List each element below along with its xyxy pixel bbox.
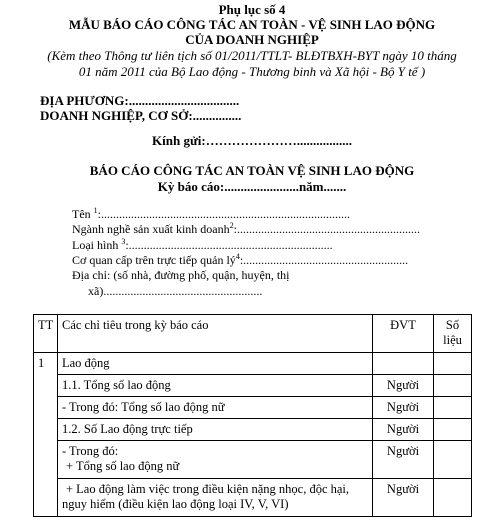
header-unit: ĐVT [373,315,434,353]
name-field [72,207,350,221]
name-label: Tên [72,207,91,221]
row-unit: Người [373,397,434,419]
row-indicator: 1.1. Tổng số lao động [58,375,373,397]
footnote-2: 2 [229,221,234,230]
agency-label: Cơ quan cấp trên trực tiếp quản lý [72,253,236,267]
address-line2: xã)..................................................... [88,284,263,298]
table-header-row [34,315,472,353]
type-field [72,238,333,252]
industry-dots: :............................................................. [233,222,420,236]
locality-field: ĐỊA PHƯƠNG:.................................. [40,93,240,108]
attachment-note-line2: 01 năm 2011 của Bộ Lao động - Thương binh và Xã hội - Bộ Y tế ) [78,64,426,79]
row-indicator [58,479,373,517]
address-line1: Địa chỉ: (số nhà, đường phố, quận, huyện, thị [72,268,290,282]
table-row [34,353,472,375]
agency-dots: :....................................................... [239,253,409,267]
form-title-line2: CỦA DOANH NGHIỆP [185,32,319,47]
table-row [34,375,472,397]
row-figure[interactable] [434,353,472,375]
row-indicator: Lao động [58,353,373,375]
agency-field [72,253,408,267]
type-dots: :.................................................................... [125,238,333,252]
header-tt: TT [34,315,58,353]
footnote-3: 3 [121,237,126,246]
report-title: BÁO CÁO CÔNG TÁC AN TOÀN VỆ SINH LAO ĐỘNG [89,163,415,178]
header-figure-line2: liệu [443,333,462,347]
footnote-1: 1 [93,206,98,215]
table-row [34,419,472,441]
type-label: Loại hình [72,238,119,252]
appendix-number: Phụ lục số 4 [218,2,286,17]
name-dots: :................................................................................... [97,207,350,221]
header-figure-line1: Số [445,318,460,332]
row-figure[interactable] [434,479,472,517]
row-indicator-line1: + Lao động làm việc trong điều kiện nặng nhọc, độc hại, [66,482,350,496]
row-figure[interactable] [434,375,472,397]
row-tt: 1 [34,353,58,517]
row-indicator-line2: nguy hiểm (điều kiện lao động loại IV, V, VI) [62,497,289,511]
row-unit: Người [373,419,434,441]
table-row [34,479,472,517]
row-indicator: 1.2. Số Lao động trực tiếp [58,419,373,441]
row-figure[interactable] [434,397,472,419]
row-indicator-line1: - Trong đó: [62,444,119,458]
report-period: Kỳ báo cáo:.......................năm....... [157,179,347,194]
addressee: Kính gửi:…………………................. [152,133,352,148]
industry-field [72,222,420,236]
table-row [34,441,472,479]
row-unit: Người [373,375,434,397]
table-row [34,397,472,419]
footnote-4: 4 [235,252,240,261]
industry-label: Ngành nghề sản xuất kinh doanh [72,222,230,236]
row-indicator: - Trong đó: Tổng số lao động nữ [58,397,373,419]
row-unit: Người [373,441,434,479]
header-indicator: Các chỉ tiêu trong kỳ báo cáo [58,315,373,353]
attachment-note-line1: (Kèm theo Thông tư liên tịch số 01/2011/TTLT- BLĐTBXH-BYT ngày 10 tháng [47,48,457,63]
enterprise-field: DOANH NGHIỆP, CƠ SỞ:............... [40,108,242,123]
row-figure[interactable] [434,441,472,479]
row-indicator [58,441,373,479]
form-title-line1: MẪU BÁO CÁO CÔNG TÁC AN TOÀN - VỆ SINH LAO ĐỘNG [68,17,436,32]
row-indicator-line2: + Tổng số lao động nữ [66,459,180,473]
header-figure [434,315,472,353]
row-unit: Người [373,479,434,517]
report-table [33,314,472,517]
row-figure[interactable] [434,419,472,441]
row-unit [373,353,434,375]
